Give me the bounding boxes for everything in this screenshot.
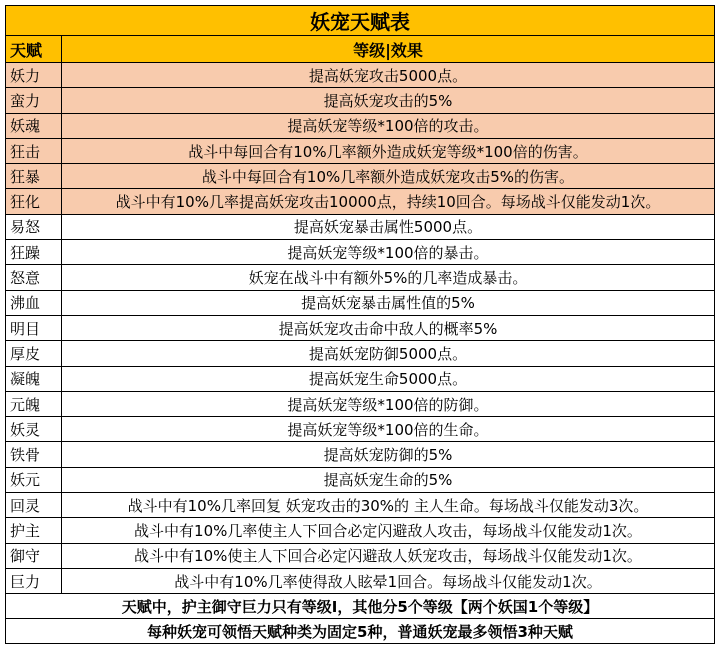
- talent-effect: 提高妖宠暴击属性值的5%: [62, 290, 715, 315]
- talent-name: 御守: [6, 543, 62, 568]
- table-row: [6, 341, 715, 366]
- talent-name: 厚皮: [6, 341, 62, 366]
- note-row: [6, 594, 715, 619]
- talent-name: 妖灵: [6, 417, 62, 442]
- table-row: [6, 138, 715, 163]
- talent-effect: 提高妖宠等级*100倍的攻击。: [62, 113, 715, 138]
- table-note: 每种妖宠可领悟天赋种类为固定5种，普通妖宠最多领悟3种天赋: [6, 619, 715, 644]
- header-talent: 天赋: [6, 36, 62, 63]
- table-row: [6, 88, 715, 113]
- talent-name: 明目: [6, 315, 62, 340]
- talent-effect: 提高妖宠等级*100倍的暴击。: [62, 240, 715, 265]
- talent-effect: 提高妖宠防御的5%: [62, 442, 715, 467]
- talent-effect: 妖宠在战斗中有额外5%的几率造成暴击。: [62, 265, 715, 290]
- talent-effect: 提高妖宠生命5000点。: [62, 366, 715, 391]
- talent-effect: 战斗中有10%几率使主人下回合必定闪避敌人攻击，每场战斗仅能发动1次。: [62, 518, 715, 543]
- note-row: [6, 619, 715, 644]
- table-row: [6, 164, 715, 189]
- talent-effect: 提高妖宠等级*100倍的生命。: [62, 417, 715, 442]
- table-note: 天赋中，护主御守巨力只有等级I，其他分5个等级【两个妖国1个等级】: [6, 594, 715, 619]
- talent-table: [5, 5, 715, 644]
- table-row: [6, 240, 715, 265]
- table-row: [6, 467, 715, 492]
- table-row: [6, 63, 715, 88]
- table-title: 妖宠天赋表: [6, 6, 715, 36]
- talent-effect: 提高妖宠暴击属性5000点。: [62, 214, 715, 239]
- table-row: [6, 493, 715, 518]
- talent-table-wrapper: [5, 5, 715, 644]
- talent-name: 狂击: [6, 138, 62, 163]
- talent-name: 狂化: [6, 189, 62, 214]
- table-row: [6, 518, 715, 543]
- talent-name: 元魄: [6, 391, 62, 416]
- table-row: [6, 568, 715, 593]
- talent-name: 怒意: [6, 265, 62, 290]
- table-title-row: [6, 6, 715, 36]
- table-row: [6, 265, 715, 290]
- table-row: [6, 189, 715, 214]
- table-header-row: [6, 36, 715, 63]
- table-row: [6, 442, 715, 467]
- talent-effect: 战斗中有10%几率使得敌人眩晕1回合。每场战斗仅能发动1次。: [62, 568, 715, 593]
- talent-name: 巨力: [6, 568, 62, 593]
- table-row: [6, 366, 715, 391]
- talent-effect: 战斗中有10%几率回复 妖宠攻击的30%的 主人生命。每场战斗仅能发动3次。: [62, 493, 715, 518]
- talent-effect: 战斗中有10%几率提高妖宠攻击10000点，持续10回合。每场战斗仅能发动1次。: [62, 189, 715, 214]
- talent-name: 蛮力: [6, 88, 62, 113]
- talent-effect: 提高妖宠攻击命中敌人的概率5%: [62, 315, 715, 340]
- talent-name: 狂暴: [6, 164, 62, 189]
- header-level-effect: 等级|效果: [62, 36, 715, 63]
- talent-effect: 提高妖宠攻击5000点。: [62, 63, 715, 88]
- table-row: [6, 113, 715, 138]
- talent-name: 护主: [6, 518, 62, 543]
- talent-name: 沸血: [6, 290, 62, 315]
- talent-name: 妖魂: [6, 113, 62, 138]
- table-row: [6, 290, 715, 315]
- table-row: [6, 214, 715, 239]
- talent-effect: 战斗中每回合有10%几率额外造成妖宠攻击5%的伤害。: [62, 164, 715, 189]
- talent-effect: 战斗中每回合有10%几率额外造成妖宠等级*100倍的伤害。: [62, 138, 715, 163]
- talent-effect: 提高妖宠防御5000点。: [62, 341, 715, 366]
- talent-name: 妖元: [6, 467, 62, 492]
- table-row: [6, 391, 715, 416]
- table-row: [6, 543, 715, 568]
- talent-effect: 提高妖宠等级*100倍的防御。: [62, 391, 715, 416]
- talent-effect: 提高妖宠生命的5%: [62, 467, 715, 492]
- talent-name: 回灵: [6, 493, 62, 518]
- talent-name: 易怒: [6, 214, 62, 239]
- table-row: [6, 417, 715, 442]
- talent-name: 妖力: [6, 63, 62, 88]
- table-row: [6, 315, 715, 340]
- talent-name: 狂躁: [6, 240, 62, 265]
- talent-effect: 战斗中有10%使主人下回合必定闪避敌人妖宠攻击，每场战斗仅能发动1次。: [62, 543, 715, 568]
- talent-name: 铁骨: [6, 442, 62, 467]
- talent-effect: 提高妖宠攻击的5%: [62, 88, 715, 113]
- talent-name: 凝魄: [6, 366, 62, 391]
